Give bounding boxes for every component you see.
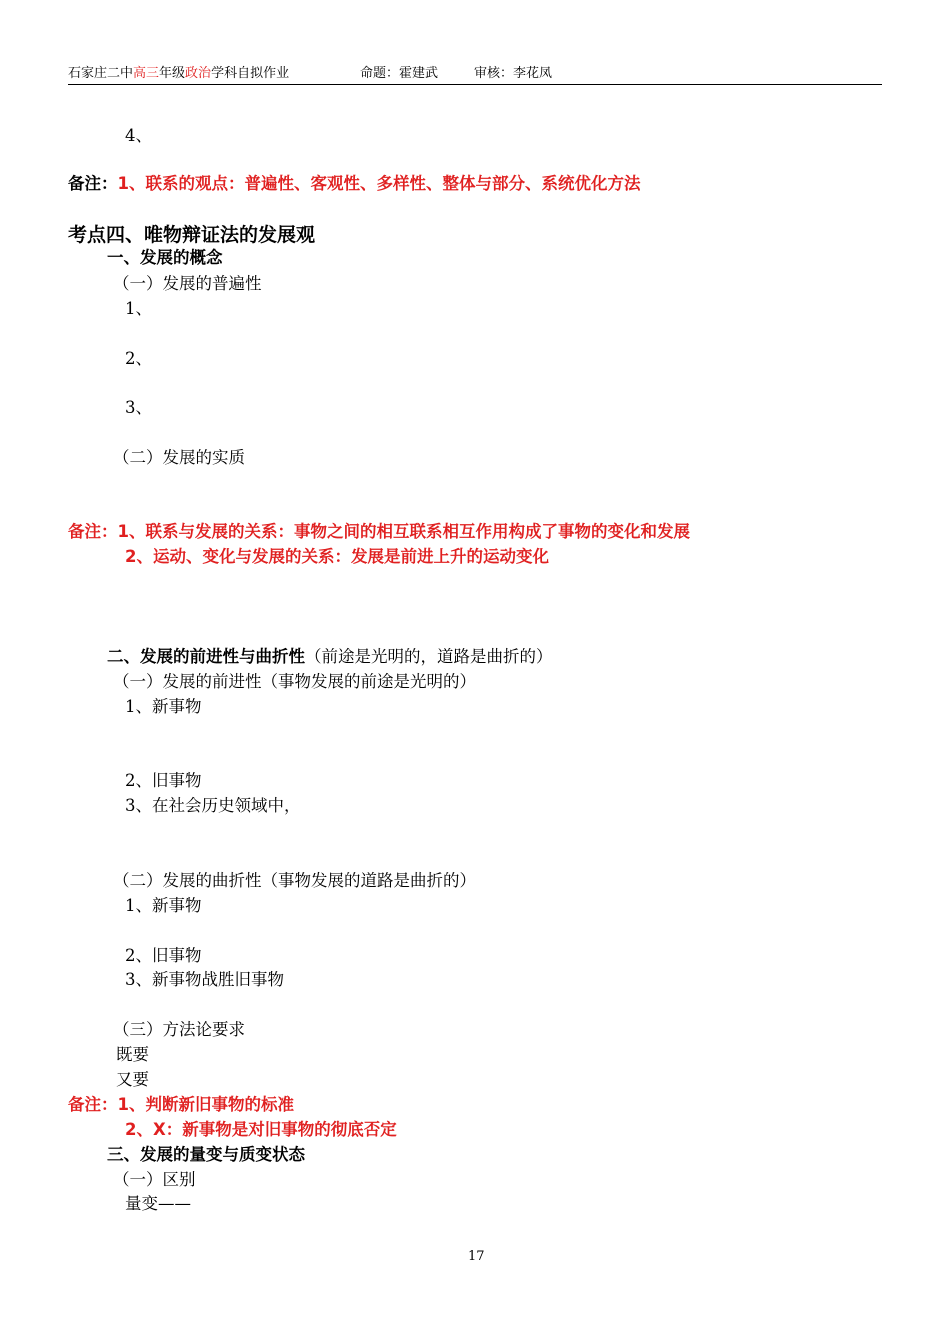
heading-2-title: 二、发展的前进性与曲折性 xyxy=(107,647,305,666)
section-title: 考点四、唯物辩证法的发展观 xyxy=(68,224,316,246)
note-2: 备注：1、联系与发展的关系：事物之间的相互联系相互作用构成了事物的变化和发展 xyxy=(68,522,690,541)
header-rule xyxy=(68,84,882,85)
page-number: 17 xyxy=(468,1249,485,1264)
list-item: 又要 xyxy=(116,1070,149,1089)
subheading: （三）方法论要求 xyxy=(113,1020,245,1039)
list-item: 3、 xyxy=(125,398,152,417)
heading-2-note: （前途是光明的，道路是曲折的） xyxy=(305,647,553,666)
list-item: 3、在社会历史领域中， xyxy=(125,796,301,815)
note-3: 备注：1、判断新旧事物的标准 xyxy=(68,1095,294,1114)
list-item: 2、 xyxy=(125,349,152,368)
header-subject: 政治 xyxy=(185,66,212,81)
note-text: 1、联系的观点：普遍性、客观性、多样性、整体与部分、系统优化方法 xyxy=(117,174,641,193)
list-item: 1、新事物 xyxy=(125,896,202,915)
header-grade-suffix: 年级 xyxy=(159,66,186,81)
list-item: 2、旧事物 xyxy=(125,946,202,965)
note-1 xyxy=(68,176,640,193)
header-reviewer: 审核：李花凤 xyxy=(474,66,553,81)
note-3-item: 2、X：新事物是对旧事物的彻底否定 xyxy=(125,1120,397,1139)
list-item: 1、 xyxy=(125,299,152,318)
list-item: 3、新事物战胜旧事物 xyxy=(125,970,284,989)
heading-1: 一、发展的概念 xyxy=(107,248,223,267)
list-item: 量变—— xyxy=(125,1194,191,1213)
header-grade: 高三 xyxy=(133,66,160,81)
note-2-item: 2、运动、变化与发展的关系：发展是前进上升的运动变化 xyxy=(125,547,549,566)
header-school-name: 石家庄二中 xyxy=(68,66,134,81)
subheading: （二）发展的实质 xyxy=(113,448,245,467)
item-4: 4、 xyxy=(125,126,152,145)
subheading: （二）发展的曲折性（事物发展的道路是曲折的） xyxy=(113,871,476,890)
header-author: 命题：霍建武 xyxy=(360,66,439,81)
subheading: （一）区别 xyxy=(113,1170,196,1189)
heading-2 xyxy=(107,649,553,666)
list-item: 既要 xyxy=(116,1045,149,1064)
list-item: 2、旧事物 xyxy=(125,771,202,790)
header-school xyxy=(68,67,289,80)
note-label: 备注： xyxy=(68,174,118,193)
list-item: 1、新事物 xyxy=(125,697,202,716)
subheading: （一）发展的前进性（事物发展的前途是光明的） xyxy=(113,672,476,691)
subheading: （一）发展的普遍性 xyxy=(113,274,262,293)
heading-3: 三、发展的量变与质变状态 xyxy=(107,1145,305,1164)
header-subject-suffix: 学科自拟作业 xyxy=(211,66,290,81)
